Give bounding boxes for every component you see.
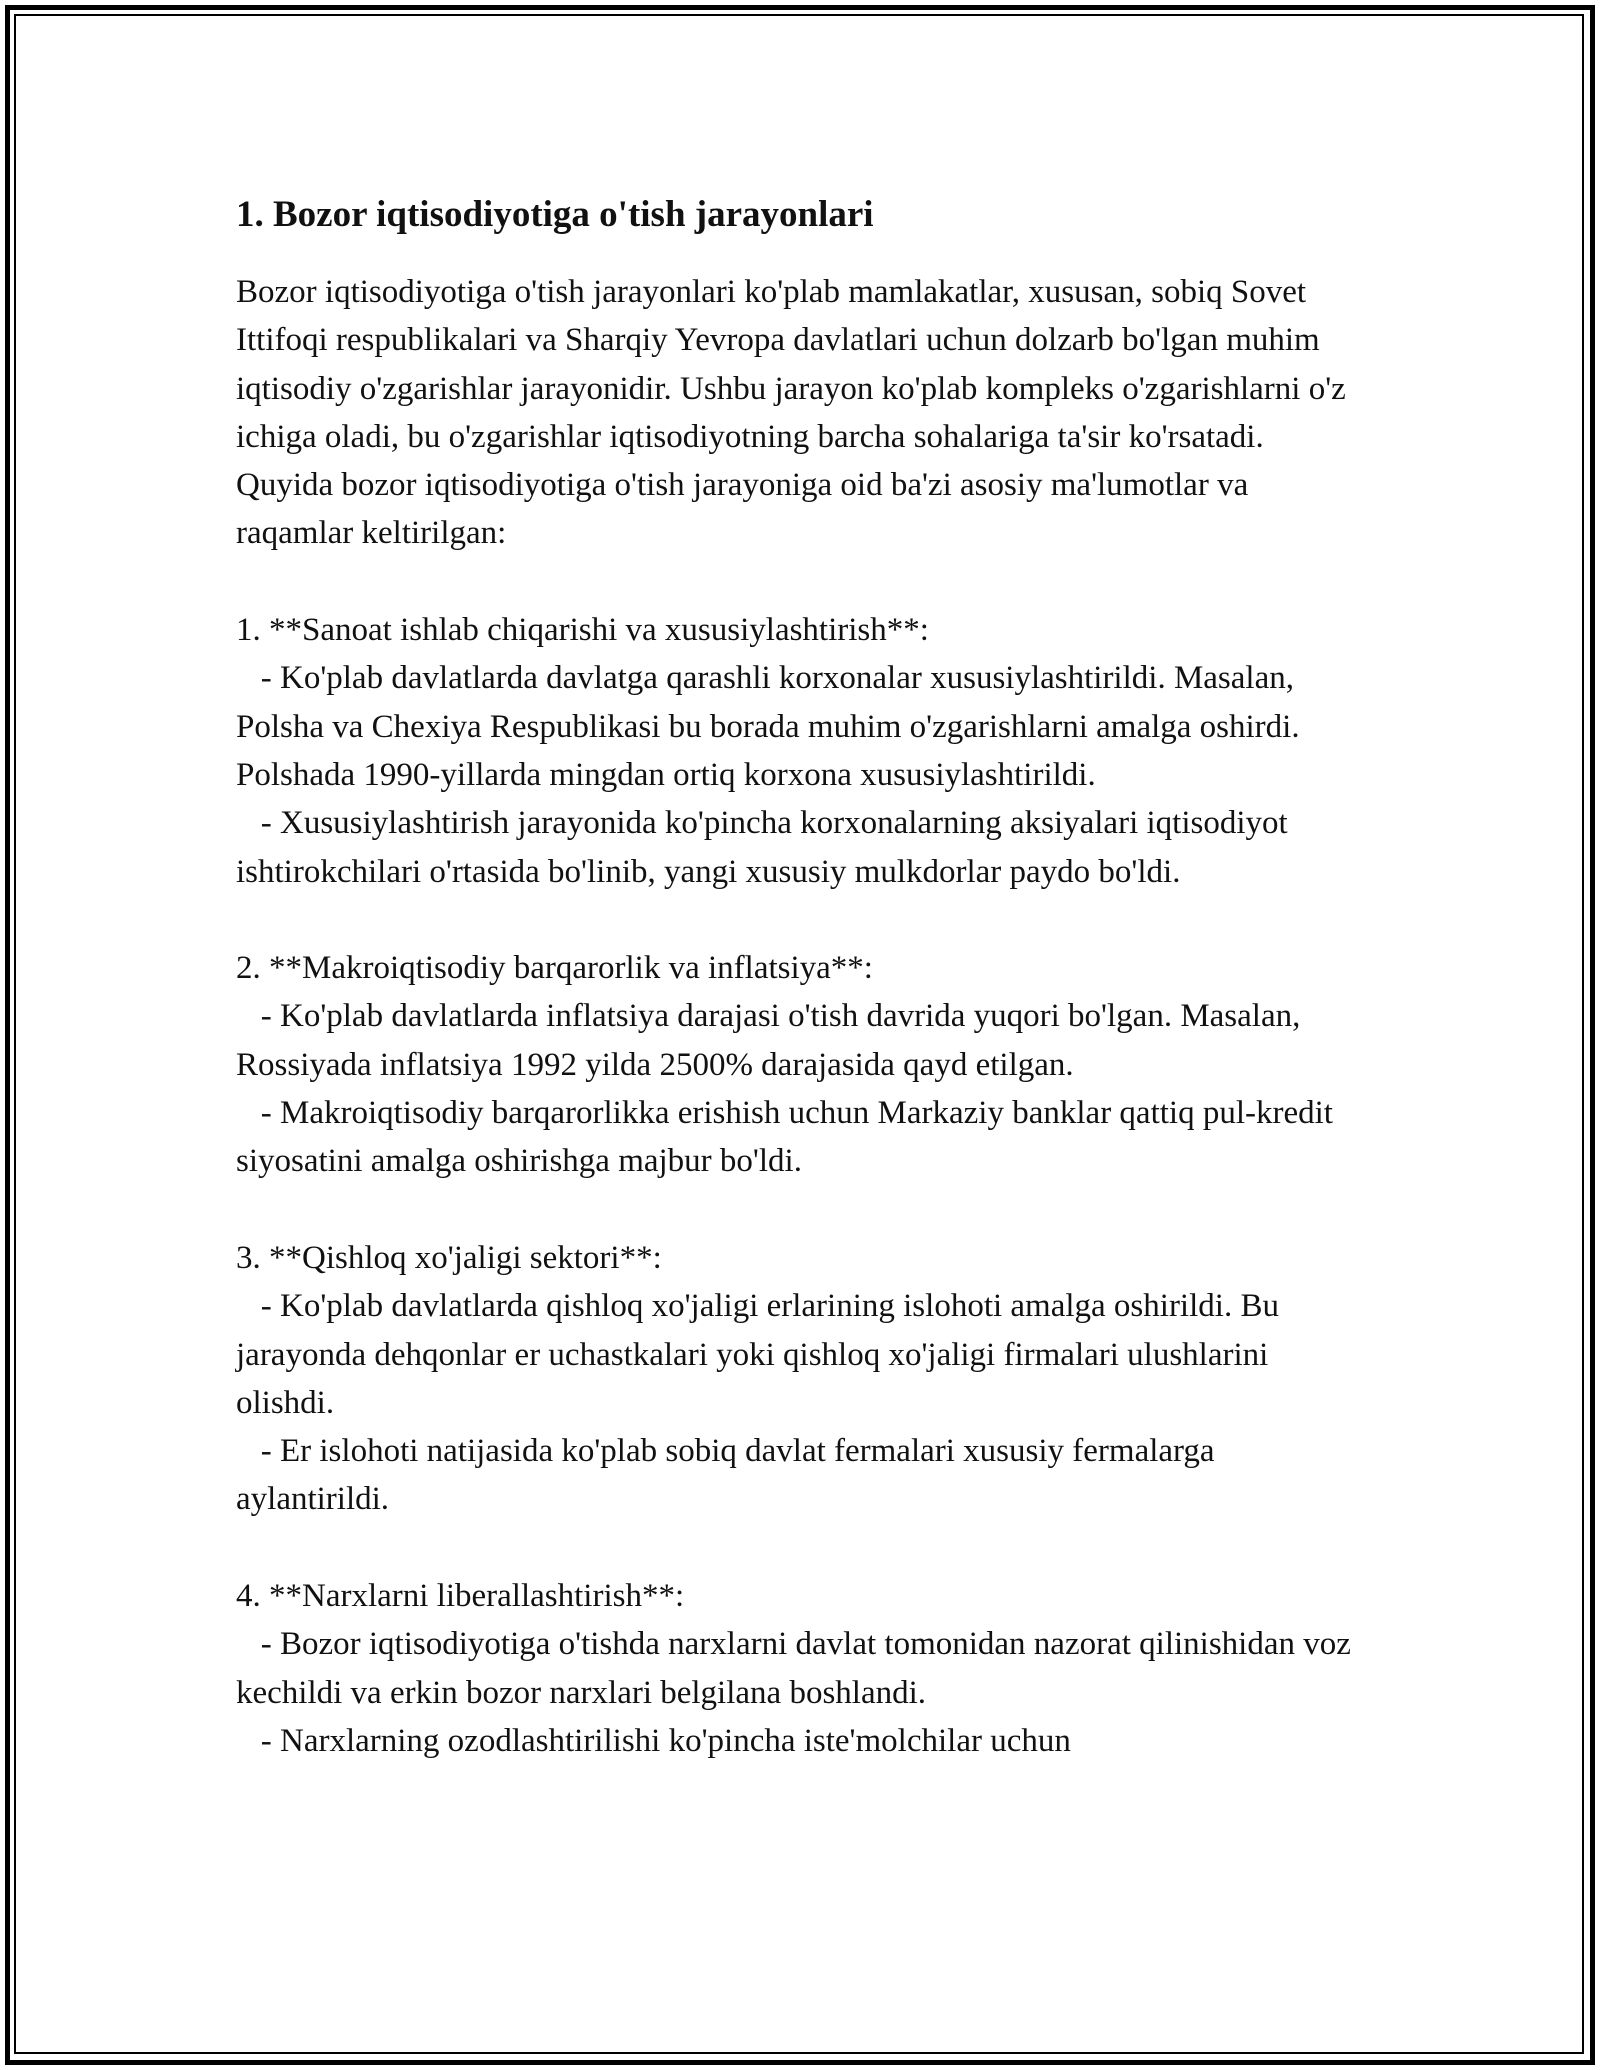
document-title: 1. Bozor iqtisodiyotiga o'tish jarayonlari bbox=[236, 194, 874, 235]
document-body bbox=[236, 182, 1360, 1765]
paragraph-spacer bbox=[236, 1524, 1356, 1572]
section-privatization bbox=[236, 606, 1356, 896]
paragraph-spacer bbox=[236, 558, 1356, 606]
paragraph-spacer bbox=[236, 896, 1356, 944]
bullet-item: - Ko'plab davlatlarda inflatsiya darajasi o'tish davrida yuqori bo'lgan. Masalan, Rossiyada inflatsiya 1992 yilda 2500% darajasida qayd etilgan. bbox=[236, 998, 1309, 1083]
section-heading: 4. **Narxlarni liberallashtirish**: bbox=[236, 1578, 685, 1615]
paragraph-spacer bbox=[236, 1186, 1356, 1234]
bullet-item: - Bozor iqtisodiyotiga o'tishda narxlarni davlat tomonidan nazorat qilinishidan voz kechildi va erkin bozor narxlari belgilana boshlandi. bbox=[236, 1626, 1360, 1711]
bullet-item: - Narxlarning ozodlashtirilishi ko'pincha iste'molchilar uchun bbox=[236, 1722, 1071, 1759]
section-heading: 3. **Qishloq xo'jaligi sektori**: bbox=[236, 1239, 662, 1276]
bullet-item: - Ko'plab davlatlarda qishloq xo'jaligi erlarining islohoti amalga oshirildi. Bu jarayonda dehqonlar er uchastkalari yoki qishloq xo'jaligi firmalari ulushlarini olishdi. bbox=[236, 1288, 1288, 1421]
bullet-item: - Xususiylashtirish jarayonida ko'pincha korxonalarning aksiyalari iqtisodiyot ishtirokchilari o'rtasida bo'linib, yangi xususiy mulkdorlar paydo bo'ldi. bbox=[236, 805, 1296, 890]
section-heading: 1. **Sanoat ishlab chiqarishi va xususiylashtirish**: bbox=[236, 612, 929, 649]
section-heading: 2. **Makroiqtisodiy barqarorlik va inflatsiya**: bbox=[236, 950, 873, 987]
bullet-item: - Ko'plab davlatlarda davlatga qarashli korxonalar xususiylashtirildi. Masalan, Polsha va Chexiya Respublikasi bu borada muhim o'zgarishlarni amalga oshirdi. Polshada 1990-yillarda mingdan ortiq korxona xususiylashtirildi. bbox=[236, 660, 1308, 793]
bullet-item: - Makroiqtisodiy barqarorlikka erishish uchun Markaziy banklar qattiq pul-kredit siyosatini amalga oshirishga majbur bo'ldi. bbox=[236, 1095, 1342, 1180]
section-agriculture bbox=[236, 1234, 1356, 1524]
section-price-liberalization bbox=[236, 1572, 1360, 1765]
bullet-item: - Er islohoti natijasida ko'plab sobiq davlat fermalari xususiy fermalarga aylantirildi. bbox=[236, 1433, 1223, 1518]
section-macroeconomic-stability bbox=[236, 944, 1356, 1185]
intro-paragraph: Bozor iqtisodiyotiga o'tish jarayonlari ko'plab mamlakatlar, xususan, sobiq Sovet Ittifoqi respublikalari va Sharqiy Yevropa davlatlari uchun dolzarb bo'lgan muhim iqtisodiy o'zgarishlar jarayonidir. Ushbu jarayon ko'plab kompleks o'zgarishlarni o'z ichiga oladi, bu o'zgarishlar iqtisodiyotning barcha sohalariga ta'sir ko'rsatadi. Quyida bozor iqtisodiyotiga o'tish jarayoniga oid ba'zi asosiy ma'lumotlar va raqamlar keltirilgan: bbox=[236, 274, 1355, 552]
